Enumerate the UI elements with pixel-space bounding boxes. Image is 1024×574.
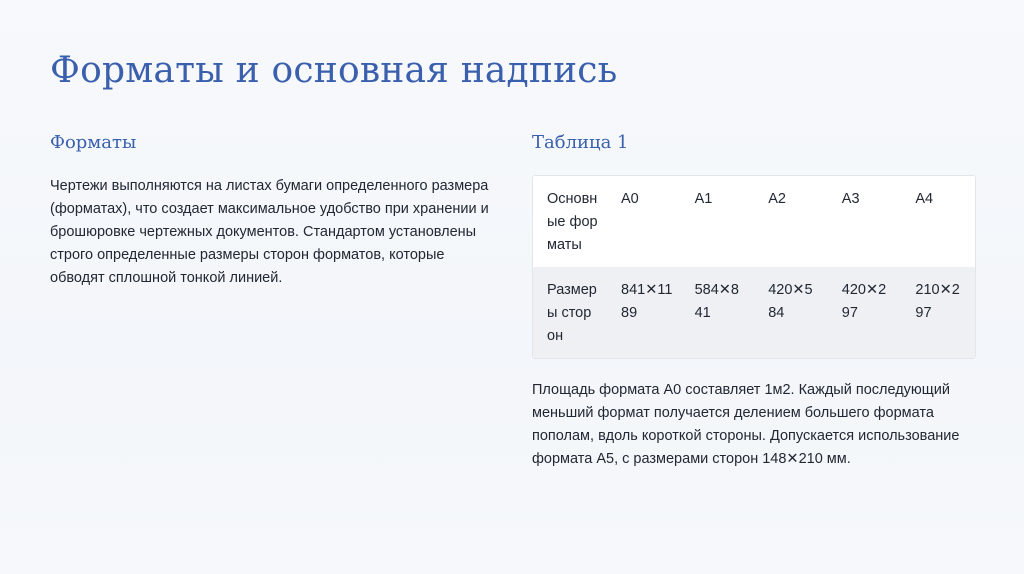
table-row — [533, 267, 975, 358]
table-cell: 420✕584 — [754, 267, 828, 358]
table-cell: Размеры сторон — [533, 267, 607, 358]
table-cell: 210✕297 — [901, 267, 975, 358]
formats-description: Чертежи выполняются на листах бумаги определенного размера (форматах), что создает максимальное удобство при хранении и брошюровке чертежных документов. Стандартом установлены строго определенные размеры сторон форматов, которые обводят сплошной тонкой линией. — [50, 178, 489, 286]
table-cell: 841✕1189 — [607, 267, 681, 358]
table-cell: 420✕297 — [828, 267, 902, 358]
table-cell: А4 — [915, 191, 934, 207]
table-cell: А0 — [621, 191, 639, 207]
table-cell: А1 — [694, 191, 713, 207]
table-cell: А2 — [768, 191, 786, 207]
formats-section — [50, 132, 500, 290]
formats-heading: Форматы — [50, 132, 137, 153]
table-cell: Основные форматы — [547, 191, 598, 253]
table-section — [532, 132, 976, 471]
formats-table — [532, 175, 976, 359]
table-note: Площадь формата А0 составляет 1м2. Каждый последующий меньший формат получается делением большего формата пополам, вдоль короткой стороны. Допускается использование формата А5, с размерами сторон 148✕210 мм. — [532, 382, 960, 467]
table-heading: Таблица 1 — [532, 132, 629, 153]
table-cell: 584✕841 — [681, 267, 755, 358]
page-title: Форматы и основная надпись — [50, 50, 618, 91]
table-cell: А3 — [841, 191, 860, 207]
table-row — [533, 176, 975, 267]
